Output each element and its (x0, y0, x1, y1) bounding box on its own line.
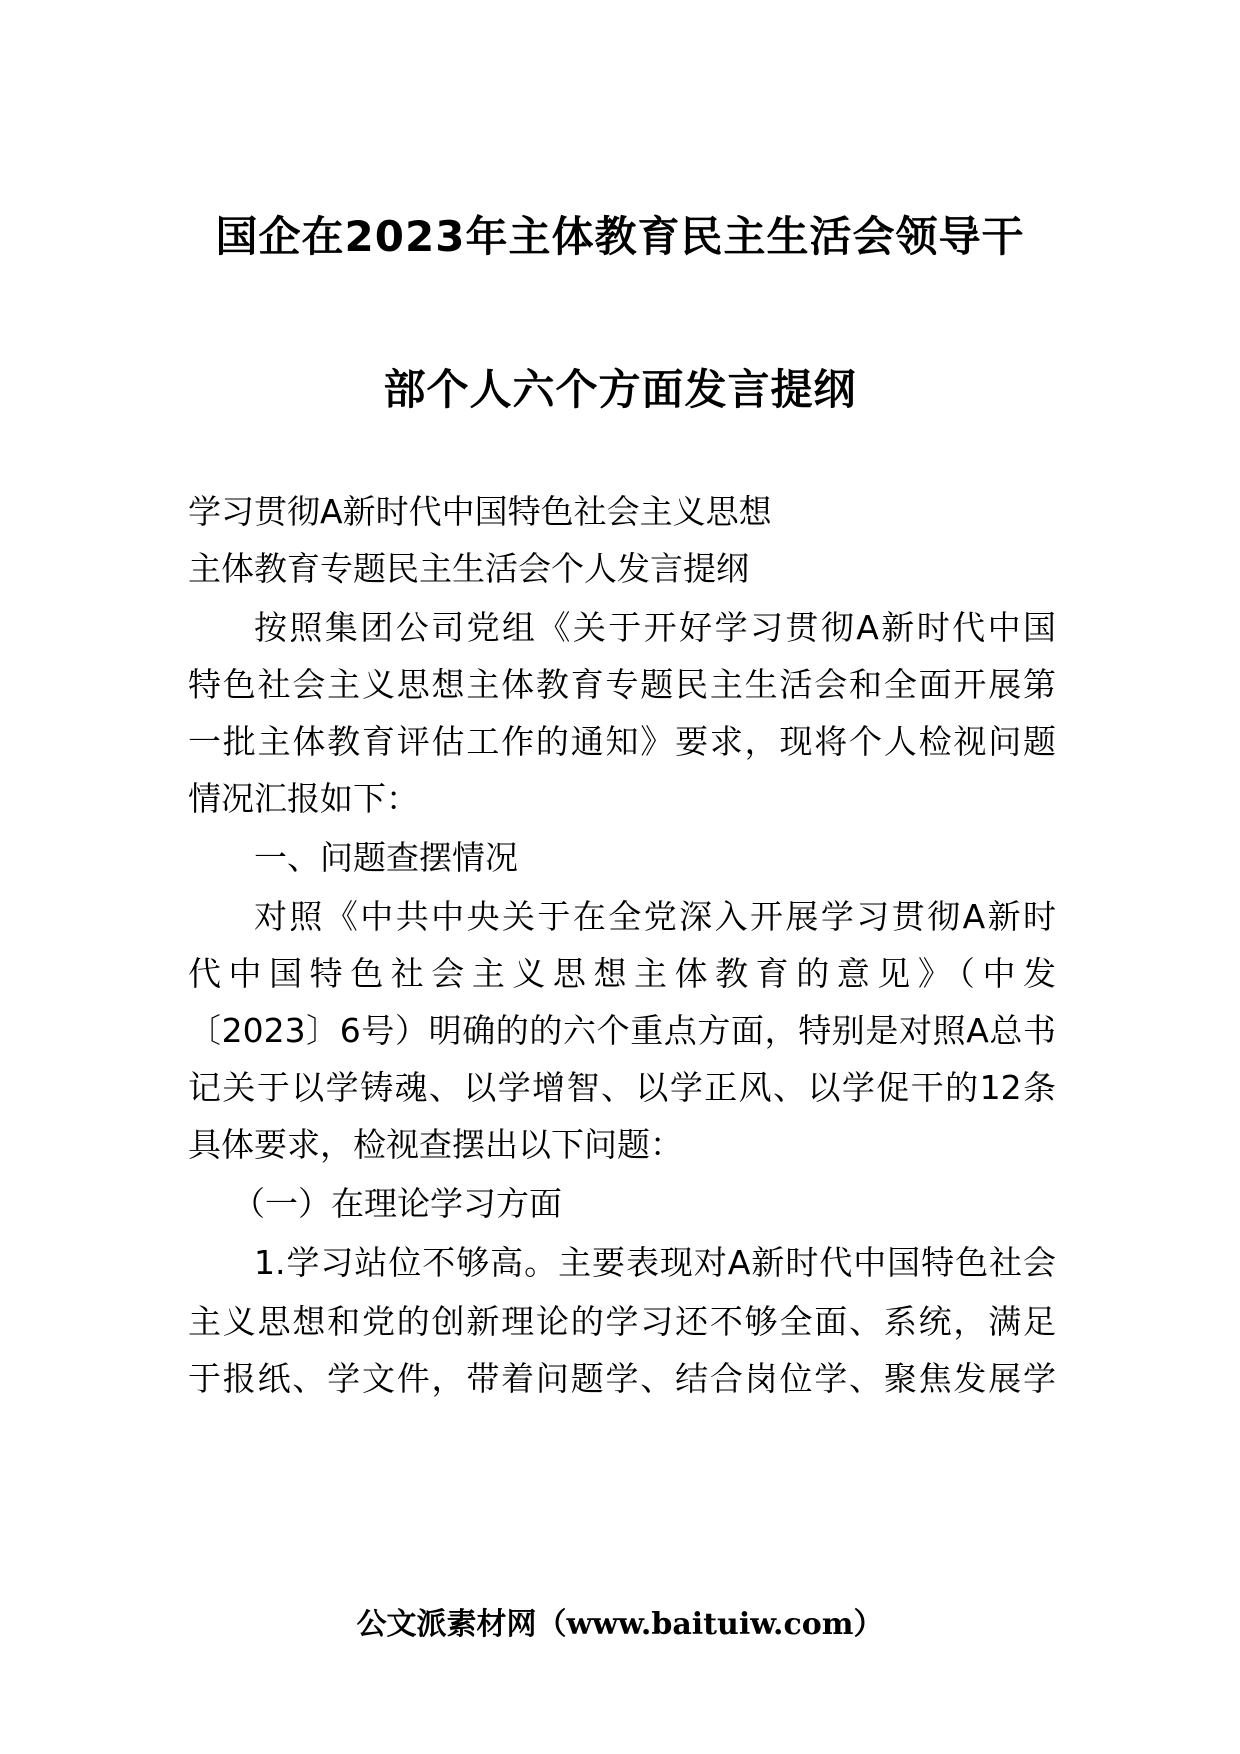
document-title-line-1: 国企在2023年主体教育民主生活会领导干 (215, 212, 1025, 261)
paragraph-line: 按照集团公司党组《关于开好学习贯彻A新时代中国 (254, 608, 1056, 647)
subtitle-line-1: 学习贯彻A新时代中国特色社会主义思想 (188, 492, 772, 531)
document-title-line-2: 部个人六个方面发言提纲 (383, 365, 857, 414)
paragraph-line: 主义思想和党的创新理论的学习还不够全面、系统，满足 (188, 1302, 1056, 1341)
paragraph-line: 具体要求，检视查摆出以下问题： (188, 1125, 683, 1164)
paragraph-line: 于报纸、学文件，带着问题学、结合岗位学、聚焦发展学 (188, 1359, 1056, 1398)
paragraph-line: 情况汇报如下： (188, 779, 419, 818)
footer-watermark: 公文派素材网（www.baituiw.com） (356, 1607, 884, 1642)
subsection-heading: （一）在理论学习方面 (232, 1184, 562, 1223)
paragraph-line: 记关于以学铸魂、以学增智、以学正风、以学促干的12条 (188, 1068, 1056, 1107)
subtitle-line-2: 主体教育专题民主生活会个人发言提纲 (188, 549, 749, 588)
paragraph-line: 特色社会主义思想主体教育专题民主生活会和全面开展第 (188, 665, 1056, 704)
paragraph-line: 代中国特色社会主义思想主体教育的意见》（中发 (188, 954, 1056, 993)
section-heading: 一、问题查摆情况 (254, 838, 518, 877)
paragraph-line: 一批主体教育评估工作的通知》要求，现将个人检视问题 (188, 722, 1056, 761)
paragraph-line: 对照《中共中央关于在全党深入开展学习贯彻A新时 (254, 897, 1056, 936)
paragraph-line: 〔2023〕6号）明确的的六个重点方面，特别是对照A总书 (188, 1011, 1056, 1050)
paragraph-line: 1.学习站位不够高。主要表现对A新时代中国特色社会 (254, 1243, 1056, 1282)
